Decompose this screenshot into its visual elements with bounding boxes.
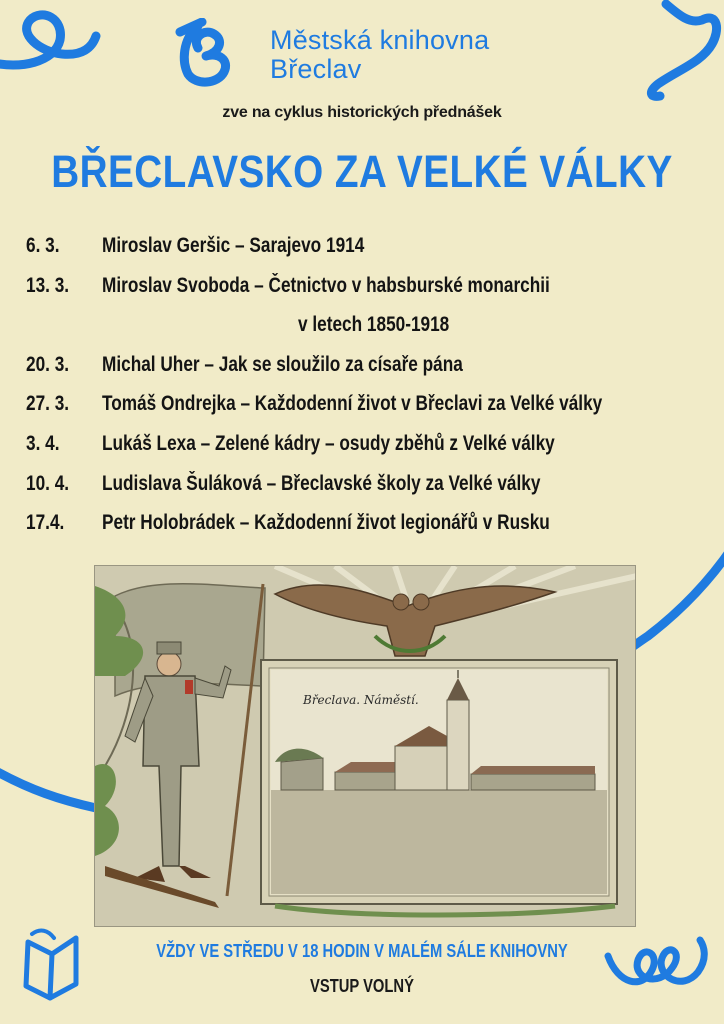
program-row [26,508,716,548]
lecture-date: 3. 4. [26,431,60,455]
program-row [26,231,716,271]
lecture-talk: Miroslav Svoboda – Četnictvo v habsburské monarchii [102,273,550,297]
lecture-date: 17.4. [26,511,65,535]
lecture-talk: Lukáš Lexa – Zelené kádry – osudy zběhů z Velké války [102,431,555,455]
library-name-line1: Městská knihovna [270,25,490,55]
lecture-talk-continuation: v letech 1850-1918 [298,313,450,337]
top-right-swirl-icon [620,0,724,110]
lecture-date: 10. 4. [26,471,70,495]
program-row [26,389,716,429]
left-arc-swirl-icon [0,760,100,820]
program-row-continuation [26,310,716,350]
invitation-subtitle: zve na cyklus historických přednášek [222,104,502,121]
lecture-program [26,231,716,548]
lecture-talk: Miroslav Geršic – Sarajevo 1914 [102,234,365,257]
postcard-caption: Břeclava. Náměstí. [303,693,419,707]
lecture-date: 6. 3. [26,234,60,257]
postcard-illustration [95,566,636,927]
admission-info: VSTUP VOLNÝ [310,976,414,996]
lecture-date: 13. 3. [26,273,70,297]
lecture-talk: Tomáš Ondrejka – Každodenní život v Břeclavi za Velké války [102,392,603,416]
coil-decoration-icon [604,926,714,1016]
historic-postcard-image [94,565,636,927]
lecture-talk: Michal Uher – Jak se sloužilo za císaře pána [102,352,463,376]
program-row [26,429,716,469]
program-row [26,271,716,311]
program-row [26,350,716,390]
lecture-date: 20. 3. [26,352,70,376]
library-name-line2: Břeclav [270,54,362,84]
library-logo-icon [172,18,242,88]
page-title: BŘECLAVSKO ZA VELKÉ VÁLKY [51,146,673,197]
program-row [26,469,716,509]
lecture-talk: Petr Holobrádek – Každodenní život legionářů v Rusku [102,511,550,535]
schedule-info: VŽDY VE STŘEDU V 18 HODIN V MALÉM SÁLE KNIHOVNY [156,941,568,961]
lecture-date: 27. 3. [26,392,70,416]
top-left-swirl-icon [0,0,120,110]
lecture-talk: Ludislava Šuláková – Břeclavské školy za Velké války [102,471,541,495]
library-name [270,26,489,84]
